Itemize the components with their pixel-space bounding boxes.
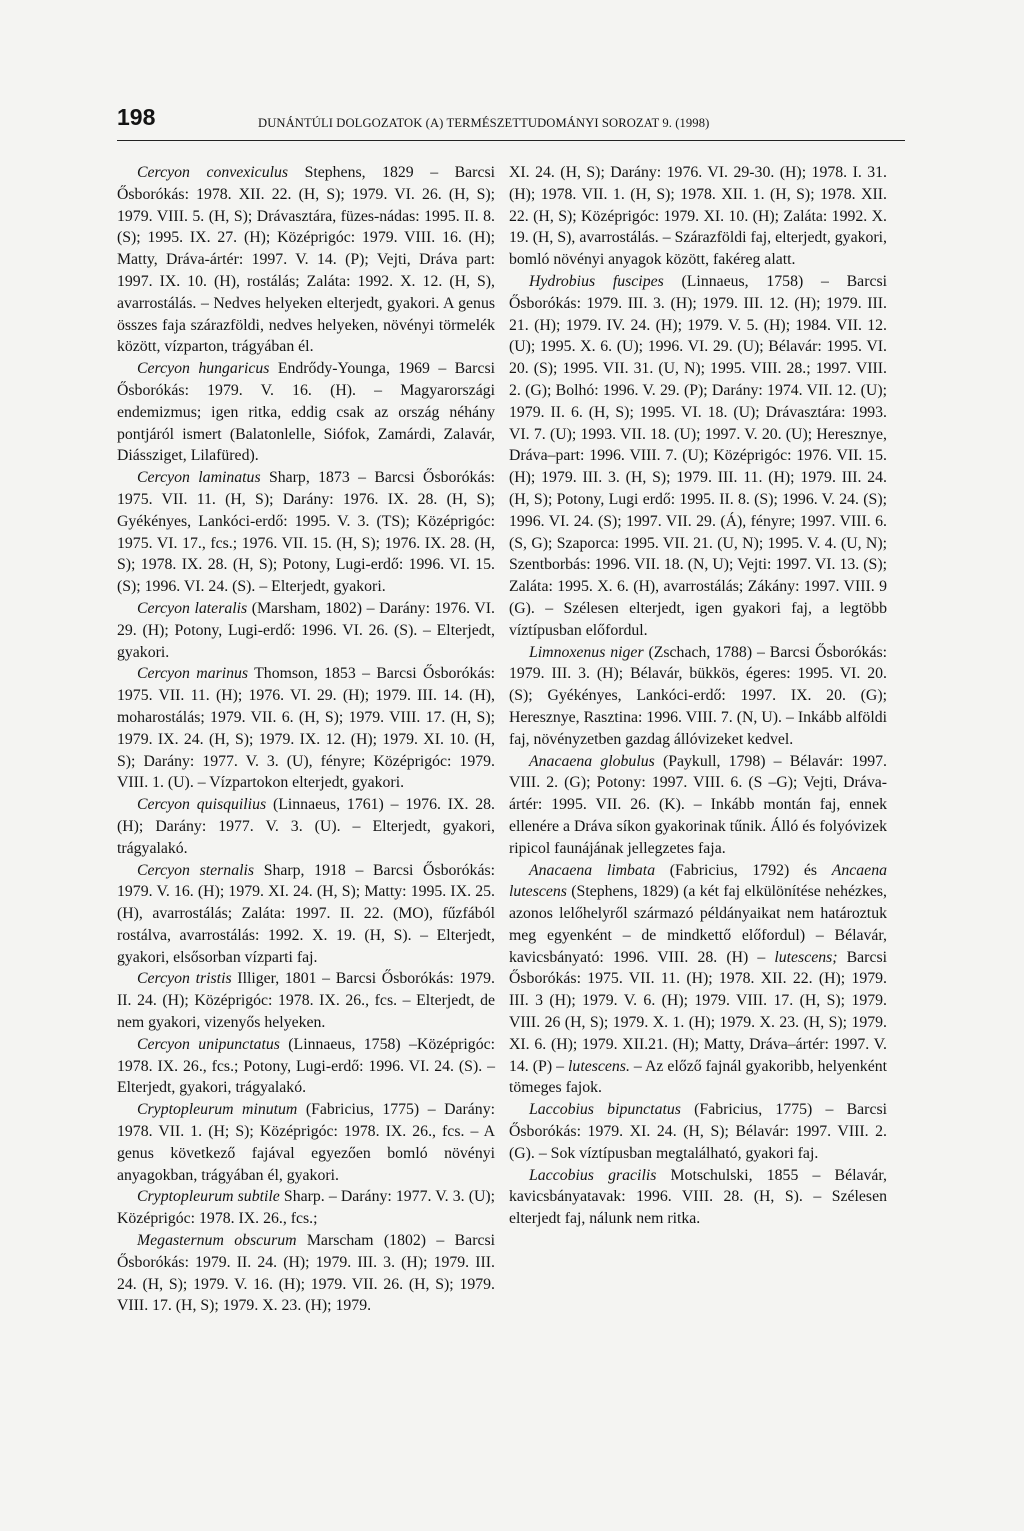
running-title: DUNÁNTÚLI DOLGOZATOK (A) TERMÉSZETTUDOMÁNYI SOROZAT 9. (1998) [258, 116, 710, 130]
species-entry [509, 1165, 887, 1230]
species-record: (Linnaeus, 1761) – 1976. IX. 28.(H); Darány: 1977. V. 3. (U). – Elterjedt, gyakori, trágyalakó. [117, 796, 495, 857]
species-record: (Paykull, 1798) – Bélavár: 1997. VIII. 2. (G); Potony: 1997. VIII. 6. (S –G); Vejti, Dráva-ártér: 1995. VII. 26. (K). – Inkább montán faj, ennek ellenére a Dráva síkon gyakorinak tűnik. Álló és folyóvizek ripicol faunájának jellegzetes faja. [509, 752, 888, 857]
species-entry [117, 663, 495, 794]
species-entry [117, 1034, 495, 1099]
species-entry [117, 358, 495, 467]
species-record: (Linnaeus, 1758) –Középrigóc: 1978. IX. 26., fcs.; Potony, Lugi-erdő: 1996. VI. 24. (S). – Elterjedt, gyakori, trágyalakó. [117, 1035, 495, 1097]
species-entry [117, 162, 495, 358]
species-record: Illiger, 1801 – Barcsi Ősborókás: 1979. II. 24. (H); Középrigóc: 1978. IX. 26., fcs. – Elterjedt, de nem gyakori, vizenyős helyeken. [117, 970, 495, 1032]
species-record: (Stephens, 1829) (a két faj elkülönítése nehézkes, azonos lelőhelyről származó példányaikat nem határoztuk meg egyenként – de mindkettő előfordul) – Bélavár, kavicsbányató: 1996. VIII. 28. (H) – [509, 883, 887, 966]
species-entry [117, 467, 495, 598]
running-header [117, 104, 905, 141]
species-name: Anacaena globulus [529, 752, 655, 770]
species-entry [117, 1230, 495, 1317]
species-name: Laccobius bipunctatus [529, 1101, 681, 1119]
species-name: Cercyon marinus [137, 665, 249, 683]
species-record: – Az előző fajnál gyakoribb, helyenként tömeges fajok. [509, 1057, 887, 1097]
species-record: Stephens, 1829 – Barcsi Ősborókás: 1978. XII. 22. (H, S); 1979. VI. 26. (H, S); 1979. VIII. 5. (H, S); Drávasztára, füzes-nádas: 1995. II. 8. (S); 1995. IX. 27. (H); Középrigóc: 1979. VIII. 16. (H); Matty, Dráva-ártér: 1997. V. 14. (P); Vejti, Dráva part: 1997. IX. 10. (H), rostálás; Zaláta: 1992. X. 12. (H, S), avarrostálás. – Nedves helyeken elterjedt, gyakori. A genus összes faja szárazföldi, nedves helyeken, növényi törmelék között, vízparton, trágyában él. [117, 164, 495, 356]
species-record: Marscham (1802) – Barcsi Ősborókás: 1979. II. 24. (H); 1979. III. 3. (H); 1979. III. 24. (H, S); 1979. V. 16. (H); 1979. VII. 26. (H, S); 1979. VIII. 17. (H, S); 1979. X. 23. (H); 1979. [117, 1232, 495, 1315]
species-entry [117, 968, 495, 1033]
species-name: Cercyon convexiculus [137, 164, 289, 181]
species-entry [509, 271, 887, 642]
species-entry [117, 794, 495, 859]
species-entry [117, 860, 495, 969]
species-name: Cryptopleurum subtile [137, 1188, 280, 1206]
species-record: (Zschach, 1788) – Barcsi Ősborókás: 1979. III. 3. (H); Bélavár, bükkös, égeres: 1995. VI. 20. (S); Gyékényes, Lankóci-erdő: 1997. IX. 20. (G); Heresznye, Rasztina: 1996. VIII. 7. (N, U). – Inkább alföldi faj, növényzetben gazdag állóvizeket kedvel. [509, 643, 887, 748]
species-name: Cryptopleurum minutum [137, 1101, 298, 1119]
species-record: (Fabricius, 1775) – Darány: 1978. VII. 1. (H; S); Középrigóc: 1978. IX. 26., fcs. – A genus következő fajával egyezően bomló növényi anyagokban, trágyában él, gyakori. [117, 1101, 495, 1184]
species-record: Sharp, 1918 – Barcsi Ősborókás: 1979. V. 16. (H); 1979. XI. 24. (H, S); Matty: 1995. IX. 25. (H), avarrostálás; Zaláta: 1997. II. 22. (MO), fűzfából rostálva, avarrostálás: 1992. X. 19. (H, S). – Elterjedt, gyakori, elsősorban vízparti faj. [117, 861, 496, 966]
species-name: Cercyon tristis [137, 970, 232, 988]
page-number: 198 [117, 104, 156, 130]
species-name: Hydrobius fuscipes [529, 272, 664, 290]
right-column [509, 162, 887, 1230]
species-name: lutescens; [774, 948, 838, 966]
species-name: Limnoxenus niger [529, 643, 644, 661]
species-name: Anacaena limbata [529, 861, 656, 879]
species-record: Thomson, 1853 – Barcsi Ősborókás: 1975. VII. 11. (H); 1976. VI. 29. (H); 1979. III. 14. (H), moharostálás; 1979. VII. 6. (H, S); 1979. VIII. 17. (H, S); 1979. IX. 24. (H, S); 1979. IX. 12. (H); 1979. XI. 10. (H, S); Darány: 1977. V. 3. (U), fényre; Középrigóc: 1979. VIII. 1. (U). – Vízpartokon elterjedt, gyakori. [117, 665, 495, 792]
species-entry [117, 598, 495, 663]
species-record: (Linnaeus, 1758) – Barcsi Ősborókás: 1979. III. 3. (H); 1979. III. 12. (H); 1979. III. 21. (H); 1979. IV. 24. (H); 1979. V. 5. (H); 1984. VII. 12. (U); 1995. X. 6. (U); 1996. VI. 29. (U); Bélavár: 1995. VI. 20. (S); 1995. VII. 31. (U, N); 1995. VIII. 28.; 1997. VIII. 2. (G); Bolhó: 1996. V. 29. (P); Darány: 1974. VII. 12. (U); 1979. II. 6. (H, S); 1995. VI. 18. (U); Drávasztára: 1993. VI. 7. (U); 1993. VII. 18. (U); 1997. V. 20. (U); Heresznye, Dráva–part: 1996. VIII. 7. (U); Középrigóc: 1976. VII. 15. (H); 1979. III. 3. (H, S); 1979. III. 11. (H); 1979. III. 24. (H, S); Potony, Lugi erdő: 1995. II. 8. (S); 1996. V. 24. (S); 1996. VI. 24. (S); 1997. VII. 29. (Á), fényre; 1997. VIII. 6. (S, G); Szaporca: 1995. VII. 21. (U, N); 1995. V. 4. (U, N); Szentborbás: 1996. VII. 18. (N, U); Vejti: 1997. VI. 13. (S); Zaláta: 1995. X. 6. (H), avarrostálás; Zákány: 1997. VIII. 9 (G). – Szélesen elterjedt, igen gyakori faj, a legtöbb víztípusban előfordul. [509, 272, 887, 639]
species-record: Barcsi Ősborókás: 1975. VII. 11. (H); 1978. XII. 22. (H); 1979. III. 3 (H); 1979. V. 6. (H); 1979. VIII. 17. (H, S); 1979. VIII. 26 (H, S); 1979. X. 1. (H); 1979. X. 23. (H, S); 1979. XI. 6. (H); 1979. XII.21. (H); Matty, Dráva–ártér: 1997. V. 14. (P) – [509, 948, 887, 1075]
species-record: (Fabricius, 1775) – Barcsi Ősborókás: 1979. XI. 24. (H, S); Bélavár: 1997. VIII. 2. (G). – Sok víztípusban megtalálható, gyakori faj. [509, 1101, 887, 1162]
species-record: (Marsham, 1802) – Darány: 1976. VI. 29. (H); Potony, Lugi-erdő: 1996. VI. 26. (S). – Elterjedt, gyakori. [117, 599, 495, 661]
species-entry [117, 1186, 495, 1230]
species-name: Megasternum obscurum [137, 1232, 297, 1250]
species-entry [509, 1099, 887, 1164]
species-record: Motschulski, 1855 – Bélavár, kavicsbányatavak: 1996. VIII. 28. (H, S). – Szélesen elterjedt faj, nálunk nem ritka. [509, 1166, 887, 1228]
species-name: Ancaena lutescens [509, 861, 887, 901]
species-entry [509, 751, 887, 860]
species-name: Cercyon sternalis [137, 861, 255, 879]
left-column [117, 162, 495, 1317]
species-record: Sharp. – Darány: 1977. V. 3. (U); Középrigóc: 1978. IX. 26., fcs.; [117, 1188, 496, 1228]
species-name: Cercyon lateralis [137, 599, 248, 617]
species-record: Endrődy-Younga, 1969 – Barcsi Ősborókás: 1979. V. 16. (H). – Magyarországi endemizmus; igen ritka, eddig csak az ország néhány pontjáról ismert (Balatonlelle, Siófok, Zamárdi, Zalavár, Diássziget, Lilafüred). [117, 360, 495, 465]
species-name: lutescens. [568, 1057, 630, 1075]
species-record: (Fabricius, 1792) és [655, 861, 832, 879]
species-name: Laccobius gracilis [529, 1166, 657, 1184]
species-entry [509, 860, 887, 1100]
species-record: Sharp, 1873 – Barcsi Ősborókás: 1975. VII. 11. (H, S); Darány: 1976. IX. 28. (H, S); Gyékényes, Lankóci-erdő: 1995. V. 3. (TS); Középrigóc: 1975. VI. 17., fcs.; 1976. VII. 15. (H, S); 1976. IX. 28. (H, S); 1978. IX. 28. (H, S); Potony, Lugi-erdő: 1996. VI. 15. (S); 1996. VI. 24. (S). – Elterjedt, gyakori. [117, 469, 495, 596]
species-entry [117, 1099, 495, 1186]
species-name: Cercyon unipunctatus [137, 1035, 280, 1053]
species-name: Cercyon laminatus [137, 469, 261, 487]
continued-record: XI. 24. (H, S); Darány: 1976. VI. 29-30. (H); 1978. I. 31. (H); 1978. VII. 1. (H, S); 1978. XII. 1. (H, S); 1978. XII. 22. (H, S); Középrigóc: 1979. XI. 10. (H); Zaláta: 1992. X. 19. (H, S), avarrostálás. – Szárazföldi faj, elterjedt, gyakori, bomló növényi anyagok között, fakéreg alatt. [509, 164, 887, 269]
species-name: Cercyon hungaricus [137, 360, 270, 378]
species-entry [509, 642, 887, 751]
species-name: Cercyon quisquilius [137, 796, 267, 814]
